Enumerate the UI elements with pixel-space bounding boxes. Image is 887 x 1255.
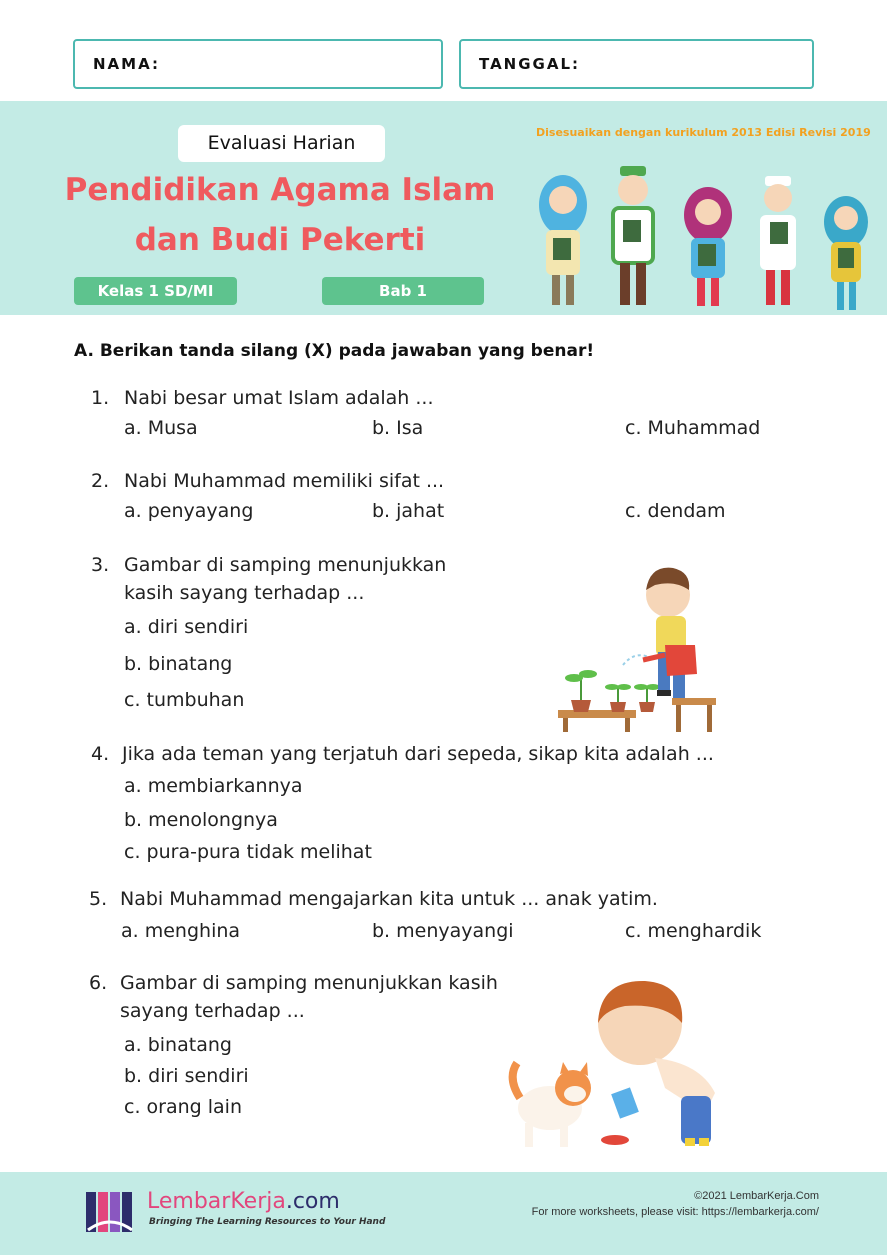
brand-name[interactable] [147,1189,340,1214]
kelas-badge: Kelas 1 SD/MI [74,277,237,305]
option-a[interactable]: a. Musa [124,417,198,439]
kurikulum-note: Disesuaikan dengan kurikulum 2013 Edisi Revisi 2019 [536,126,871,139]
question-text: Nabi besar umat Islam adalah ... [124,387,434,409]
nama-label: NAMA: [93,55,160,73]
option-b[interactable]: b. binatang [124,653,233,675]
question-number: 6. [89,972,108,994]
option-a[interactable]: a. menghina [121,920,241,942]
tanggal-label: TANGGAL: [479,55,581,73]
question-text: Gambar di samping menunjukkan kasih [120,972,498,994]
option-b[interactable]: b. Isa [372,417,424,439]
question-text-cont: sayang terhadap ... [120,1000,305,1022]
tanggal-field[interactable] [459,39,814,89]
evaluasi-badge: Evaluasi Harian [178,125,385,162]
option-b[interactable]: b. jahat [372,500,445,522]
option-b[interactable]: b. menolongnya [124,809,278,831]
option-c[interactable]: c. menghardik [625,920,762,942]
question-text: Nabi Muhammad memiliki sifat ... [124,470,445,492]
option-a[interactable]: a. binatang [124,1034,232,1056]
option-c[interactable]: c. orang lain [124,1096,242,1118]
watering-plants-illustration [555,550,720,732]
option-b[interactable]: b. menyayangi [372,920,514,942]
option-a[interactable]: a. penyayang [124,500,254,522]
question-text-cont: kasih sayang terhadap ... [124,582,365,604]
children-illustration [528,160,878,315]
brand-main: LembarKerja [147,1189,286,1214]
option-a[interactable]: a. membiarkannya [124,775,303,797]
lembarkerja-logo-icon [86,1190,134,1236]
brand-tagline: Bringing The Learning Resources to Your Hand [149,1217,386,1227]
option-a[interactable]: a. diri sendiri [124,616,249,638]
question-number: 1. [91,387,110,409]
brand-suffix: .com [285,1189,340,1214]
feeding-cat-illustration [505,978,725,1153]
question-number: 4. [91,743,110,765]
section-title: A. Berikan tanda silang (X) pada jawaban yang benar! [74,341,595,361]
question-number: 3. [91,554,110,576]
option-c[interactable]: c. tumbuhan [124,689,245,711]
page-title-line2: dan Budi Pekerti [134,222,426,258]
question-number: 5. [89,888,108,910]
question-number: 2. [91,470,110,492]
option-c[interactable]: c. Muhammad [625,417,761,439]
option-b[interactable]: b. diri sendiri [124,1065,249,1087]
copyright-text: ©2021 LembarKerja.Com [694,1190,819,1202]
visit-link[interactable]: For more worksheets, please visit: https://lembarkerja.com/ [531,1206,819,1218]
option-c[interactable]: c. dendam [625,500,726,522]
bab-badge: Bab 1 [322,277,484,305]
nama-field[interactable] [73,39,443,89]
page-title-line1: Pendidikan Agama Islam [64,172,496,208]
question-text: Nabi Muhammad mengajarkan kita untuk ... anak yatim. [120,888,658,910]
question-text: Jika ada teman yang terjatuh dari sepeda, sikap kita adalah ... [122,743,714,765]
question-text: Gambar di samping menunjukkan [124,554,447,576]
option-c[interactable]: c. pura-pura tidak melihat [124,841,372,863]
